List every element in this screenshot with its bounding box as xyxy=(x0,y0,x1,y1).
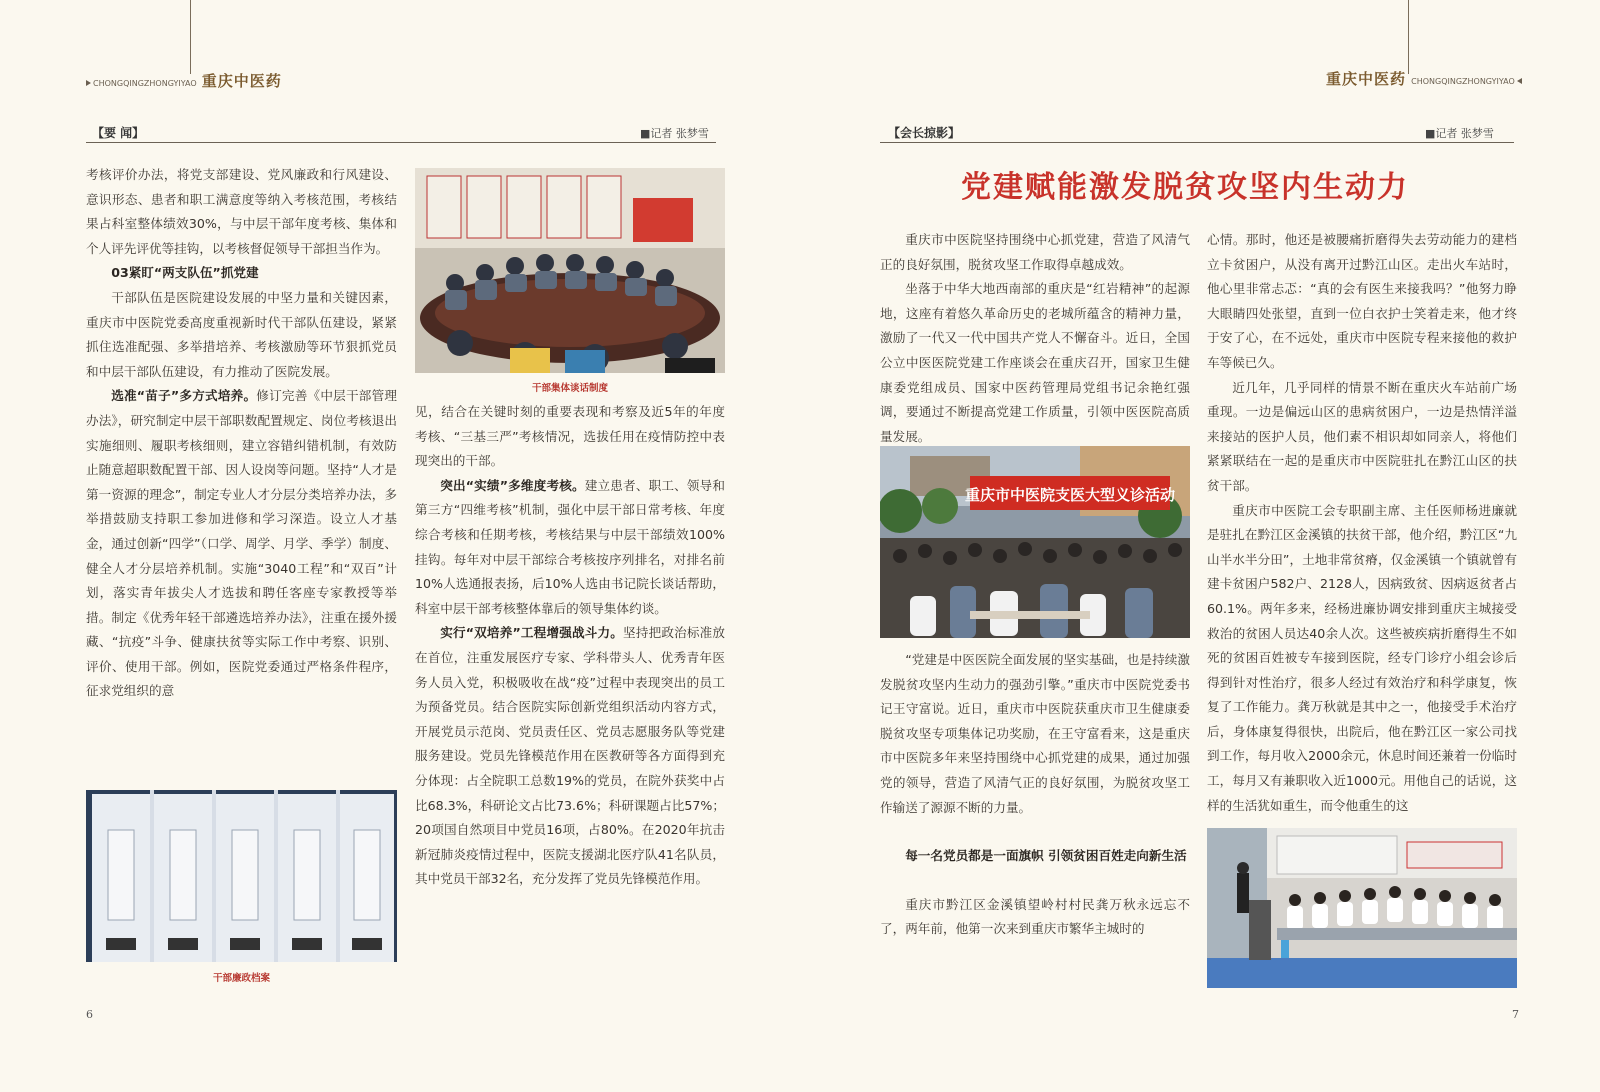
section-tag-right: 【会长掠影】 xyxy=(888,126,961,140)
article-column-1 xyxy=(86,163,397,704)
paragraph-lead: 选准“苗子”多方式培养。 xyxy=(111,388,257,404)
article-column-2 xyxy=(415,400,725,892)
paragraph: 考核评价办法，将党支部建设、党风廉政和行风建设、意识形态、患者和职工满意度等纳入考核范围，考核结果占科室整体绩效30%，与中层干部年度考核、集体和个人评先评优等挂钩，以考核督促领导干部担当作为。 xyxy=(86,167,397,256)
paragraph xyxy=(415,621,725,892)
paragraph: 见，结合在关键时刻的重要表现和考察及近5年的年度考核、“三基三严”考核情况，选拔任用在疫情防控中表现突出的干部。 xyxy=(415,404,725,469)
photo-free-clinic xyxy=(880,446,1190,638)
caption-meeting: 干部集体谈话制度 xyxy=(531,383,608,394)
brand-right xyxy=(1326,68,1522,89)
paragraph: “党建是中医医院全面发展的坚实基础，也是持续激发脱贫攻坚内生动力的强劲引擎。”重庆市中医院党委书记王守富说。近日，重庆市中医院获重庆市卫生健康委脱贫攻坚专项集体记功奖励，在王守富看来，这是重庆市中医院多年来坚持围绕中心抓党建的成果，通过加强党的领导，营造了风清气正的良好氛围，为脱贫攻坚工作输送了源源不断的力量。 xyxy=(880,652,1190,815)
subheading: 每一名党员都是一面旗帜 引领贫困百姓走向新生活 xyxy=(905,848,1187,864)
paragraph-text: 坚持把政治标准放在首位，注重发展医疗专家、学科带头人、优秀青年医务人员入党，积极吸收在战“疫”过程中表现突出的员工为预备党员。结合医院实际创新党组织活动内容方式，开展党员示范岗、党员责任区、党员志愿服务队等党建服务建设。党员先锋模范作用在医教研等各方面得到充分体现：占全院职工总数19%的党员，在院外获奖中占比68.3%，科研论文占比73.6%；科研课题占比57%；20项国自然项目中党员16项，占80%。在2020年抗击新冠肺炎疫情过程中，医院支援湖北医疗队41名队员，其中党员干部32名，充分发挥了党员先锋模范作用。 xyxy=(415,625,725,887)
banner-text: 重庆市中医院支医大型义诊活动 xyxy=(964,486,1176,504)
photo-meeting xyxy=(415,168,725,373)
paragraph-gap xyxy=(880,869,1190,893)
header-divider-left xyxy=(190,0,191,74)
article-column-4 xyxy=(1207,228,1517,818)
paragraph: 重庆市中医院坚持围绕中心抓党建，营造了风清气正的良好氛围，脱贫攻坚工作取得卓越成效。 xyxy=(880,232,1190,272)
paragraph: 坐落于中华大地西南部的重庆是“红岩精神”的起源地，这座有着悠久革命历史的老城所蕴含的精神力量，激励了一代又一代中国共产党人不懈奋斗。近日，全国公立中医医院党建工作座谈会在重庆召开，国家卫生健康委党组成员、国家中医药管理局党组书记余艳红强调，要通过不断提高党建工作质量，引领中医医院高质量发展。 xyxy=(880,281,1190,444)
paragraph-text: 建立患者、职工、领导和第三方“四维考核”机制，强化中层干部日常考核、年度综合考核和任期考核，考核结果与中层干部绩效100%挂钩。每年对中层干部综合考核按序列排名，对排名前10%人选通报表扬，后10%人选由书记院长谈话帮助，科室中层干部考核整体靠后的领导集体约谈。 xyxy=(415,477,725,616)
paragraph xyxy=(86,384,397,704)
triangle-icon xyxy=(1517,78,1522,84)
header-rule-right xyxy=(880,142,1514,143)
photo-classroom xyxy=(1207,828,1517,988)
paragraph xyxy=(415,474,725,622)
paragraph: 重庆市黔江区金溪镇望岭村村民龚万秋永远忘不了，两年前，他第一次来到重庆市繁华主城时的 xyxy=(880,896,1190,937)
brand-left xyxy=(86,70,282,91)
paragraph: 干部队伍是医院建设发展的中坚力量和关键因素，重庆市中医院党委高度重视新时代干部队伍建设，紧紧抓住选准配强、多举措培养、考核激励等环节狠抓党员和中层干部队伍建设，有力推动了医院发展。 xyxy=(86,289,397,379)
paragraph: 重庆市中医院工会专职副主席、主任医师杨进廉就是驻扎在黔江区金溪镇的扶贫干部，他介绍，黔江区“九山半水半分田”，土地非常贫瘠，仅金溪镇一个镇就曾有建卡贫困户582户、2128人，因病致贫、因病返贫者占60.1%。两年多来，经杨进廉协调安排到重庆主城接受救治的贫困人员达40余人次。这些被疾病折磨得生不如死的贫困百姓被专车接到医院，经专门诊疗小组会诊后得到针对性治疗，很多人经过有效治疗和科学康复，恢复了工作能力。龚万秋就是其中之一，他接受手术治疗后，身体康复得很快，出院后，他在黔江区一家公司找到工作，每月收入2000余元，休息时间还兼着一份临时工，每月又有兼职收入近1000元。用他自己的话说，这样的生活犹如重生，而令他重生的这 xyxy=(1207,502,1517,813)
photo-binders xyxy=(86,790,397,962)
section-tag-left: 【要 闻】 xyxy=(92,126,145,140)
paragraph-lead: 实行“双培养”工程增强战斗力。 xyxy=(440,625,624,641)
triangle-icon xyxy=(86,80,91,86)
header-divider-right xyxy=(1408,0,1409,74)
paragraph: 近几年，几乎同样的情景不断在重庆火车站前广场重现。一边是偏远山区的患病贫困户，一边是热情洋溢来接站的医护人员，他们素不相识却如同亲人，将他们紧紧联结在一起的是重庆市中医院驻扎在黔江山区的扶贫干部。 xyxy=(1207,379,1517,493)
brand-cn-right: 重庆中医药 xyxy=(1326,70,1407,88)
caption-binders: 干部廉政档案 xyxy=(212,973,270,984)
reporter-left: ■记者 张梦雪 xyxy=(640,127,709,140)
paragraph-lead: 突出“实绩”多维度考核。 xyxy=(440,477,585,493)
brand-en-right: CHONGQINGZHONGYIYAO xyxy=(1411,77,1515,86)
brand-en-left: CHONGQINGZHONGYIYAO xyxy=(93,79,197,88)
page-number-right: 7 xyxy=(1512,1008,1519,1021)
article-column-3-bottom xyxy=(880,648,1190,942)
article-headline: 党建赋能激发脱贫攻坚内生动力 xyxy=(961,170,1409,205)
brand-cn-left: 重庆中医药 xyxy=(201,72,282,90)
paragraph: 心情。那时，他还是被腰痛折磨得失去劳动能力的建档立卡贫困户，从没有离开过黔江山区。走出火车站时，他心里非常忐忑：“真的会有医生来接我吗？”他努力睁大眼睛四处张望，直到一位白衣护士笑着走来，他才终于安了心，在不远处，重庆市中医院专程来接他的救护车等候已久。 xyxy=(1207,232,1517,370)
paragraph-text: 修订完善《中层干部管理办法》，研究制定中层干部职数配置规定、岗位考核退出实施细则、履职考核细则，建立容错纠错机制，有效防止随意超职数配置干部、因人设岗等问题。坚持“人才是第一资源的理念”，制定专业人才分层分类培养办法，多举措鼓励支持职工参加进修和学习深造。设立人才基金，通过创新“四学”（口学、周学、月学、季学）制度、健全人才分层培养机制。实施“3040工程”和“双百”计划，落实青年拔尖人才选拔和聘任客座专家教授等举措。制定《优秀年轻干部遴选培养办法》，注重在援外援藏、“抗疫”斗争、健康扶贫等实际工作中考察、识别、评价、使用干部。例如，医院党委通过严格条件程序，征求党组织的意 xyxy=(86,388,398,699)
reporter-right: ■记者 张梦雪 xyxy=(1425,127,1494,140)
paragraph-gap xyxy=(880,820,1190,844)
header-rule-left xyxy=(86,142,716,143)
subheading: 03紧盯“两支队伍”抓党建 xyxy=(111,265,259,281)
article-column-3-top xyxy=(880,228,1190,449)
page-number-left: 6 xyxy=(86,1008,93,1021)
